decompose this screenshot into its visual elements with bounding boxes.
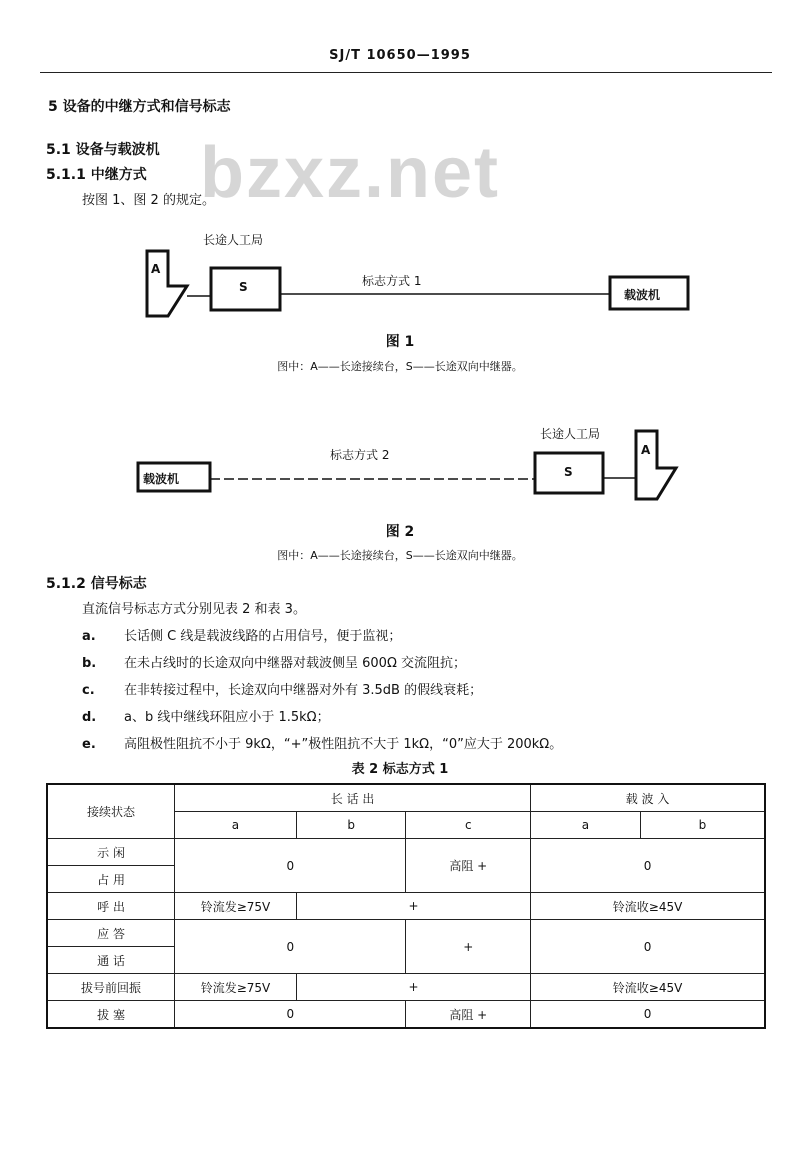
header-a: a — [175, 812, 297, 839]
fig1-s-label: S — [239, 280, 248, 294]
figure-1 — [0, 0, 800, 380]
row-label: 应 答 — [47, 920, 175, 947]
table-row — [47, 784, 765, 812]
list-item: c. 在非转接过程中，长途双向中继器对外有 3.5dB 的假线衰耗； — [82, 683, 483, 698]
section-5-1-1-text: 按图 1、图 2 的规定。 — [82, 193, 215, 208]
fig2-caption: 图 2 — [385, 524, 415, 540]
row-label: 示 闲 — [47, 839, 175, 866]
section-5-1-2-heading: 5.1.2 信号标志 — [46, 576, 147, 592]
list-item: b. 在未占线时的长途双向中继器对载波侧呈 600Ω 交流阻抗； — [82, 656, 467, 671]
fig1-carrier-label: 载波机 — [624, 288, 661, 302]
section-5-1-heading: 5.1 设备与载波机 — [46, 142, 160, 158]
header-c: c — [406, 812, 531, 839]
cell: 高阻 + — [406, 1001, 531, 1029]
cell: 铃流发≥75V — [175, 974, 297, 1001]
page-header: SJ/T 10650—1995 — [329, 48, 471, 63]
operator-position-shape — [636, 431, 676, 499]
fig1-mode-label: 标志方式 1 — [362, 274, 422, 288]
cell: + — [296, 893, 530, 920]
fig2-carrier-label: 载波机 — [143, 472, 180, 486]
signal-table — [46, 783, 766, 1029]
header-state: 接续状态 — [47, 784, 175, 839]
cell: 0 — [175, 839, 406, 893]
fig1-office-label: 长途人工局 — [203, 233, 264, 247]
header-in: 载 波 入 — [531, 784, 765, 812]
figure-2 — [0, 380, 800, 580]
fig2-mode-label: 标志方式 2 — [330, 448, 390, 462]
header-a-in: a — [531, 812, 641, 839]
cell: 铃流收≥45V — [531, 893, 765, 920]
table-row — [47, 1001, 765, 1029]
header-b-in: b — [640, 812, 765, 839]
section-5-1-1-heading: 5.1.1 中继方式 — [46, 167, 147, 183]
operator-position-shape — [147, 251, 187, 316]
row-label: 占 用 — [47, 866, 175, 893]
watermark: bzxz.net — [200, 133, 501, 213]
cell: 铃流发≥75V — [175, 893, 297, 920]
row-label: 拔 塞 — [47, 1001, 175, 1029]
table-row — [47, 974, 765, 1001]
header-out: 长 话 出 — [175, 784, 531, 812]
cell: 0 — [531, 839, 765, 893]
cell: 0 — [531, 920, 765, 974]
cell: 铃流收≥45V — [531, 974, 765, 1001]
fig2-a-label: A — [641, 443, 651, 457]
fig2-note: 图中：A——长途接续台，S——长途双向中继器。 — [277, 549, 523, 562]
cell: + — [406, 920, 531, 974]
cell: 0 — [175, 920, 406, 974]
table-row — [47, 893, 765, 920]
row-label: 拔号前回振 — [47, 974, 175, 1001]
list-item: a. 长话侧 C 线是载波线路的占用信号，便于监视； — [82, 629, 402, 644]
fig1-a-label: A — [151, 262, 161, 276]
fig1-note: 图中：A——长途接续台，S——长途双向中继器。 — [277, 360, 523, 373]
list-item: e. 高阻极性阻抗不小于 9kΩ，“+”极性阻抗不大于 1kΩ，“0”应大于 200kΩ。 — [82, 737, 563, 752]
fig1-caption: 图 1 — [385, 334, 415, 350]
cell: 0 — [531, 1001, 765, 1029]
row-label: 通 话 — [47, 947, 175, 974]
list-item: d. a、b 线中继线环阻应小于 1.5kΩ； — [82, 710, 330, 725]
section-5-heading: 5 设备的中继方式和信号标志 — [48, 99, 231, 115]
figure-1-diagram — [0, 0, 800, 380]
cell: 0 — [175, 1001, 406, 1029]
fig2-office-label: 长途人工局 — [540, 427, 601, 441]
cell: 高阻 + — [406, 839, 531, 893]
header-b: b — [296, 812, 406, 839]
table-row — [47, 920, 765, 947]
cell: + — [296, 974, 530, 1001]
row-label: 呼 出 — [47, 893, 175, 920]
table-row — [47, 839, 765, 866]
section-5-1-2-text: 直流信号标志方式分别见表 2 和表 3。 — [82, 602, 306, 617]
fig2-s-label: S — [564, 465, 573, 479]
table-title: 表 2 标志方式 1 — [351, 762, 449, 777]
